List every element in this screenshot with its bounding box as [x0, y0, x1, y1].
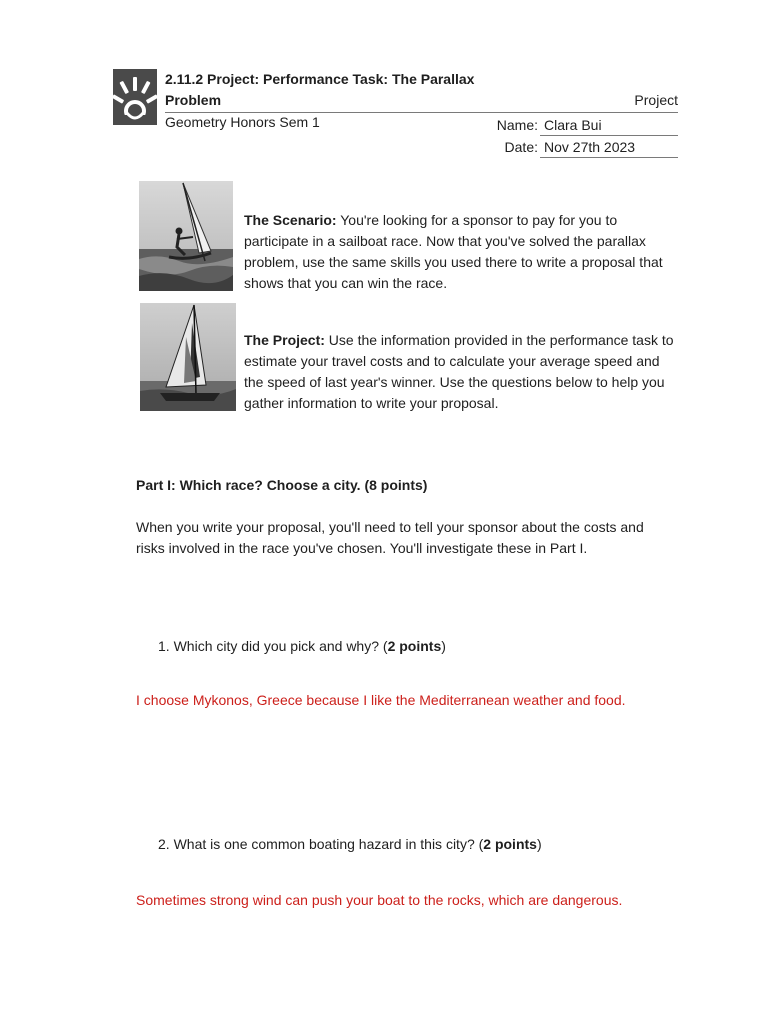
project-text: Use the information provided in the performance task to estimate your travel costs and to calculate your average speed and the speed of last year's winner. Use the questions below to help you gather information to write your proposal.: [244, 332, 674, 411]
date-label: Date:: [504, 139, 538, 155]
question-close: ): [536, 836, 542, 852]
part1-description: When you write your proposal, you'll need to tell your sponsor about the costs and risks involved in the race you've chosen. You'll investigate these in Part I.: [136, 519, 644, 556]
document-title: 2.11.2 Project: Performance Task: The Parallax Problem: [165, 71, 475, 108]
name-label: Name:: [496, 117, 538, 133]
sailboat-photo: [140, 303, 236, 411]
question-number: 2.: [158, 836, 170, 852]
scenario-text: You're looking for a sponsor to pay for you to participate in a sailboat race. Now that you've solved the parallax problem, use the same skills you used there to write a proposal that shows that you can win the race.: [244, 212, 663, 291]
question-points: 2 points: [483, 836, 537, 852]
course-name: Geometry Honors Sem 1: [165, 114, 320, 130]
answer-2: Sometimes strong wind can push your boat to the rocks, which are dangerous.: [136, 892, 623, 908]
question-text: Which city did you pick and why? (: [169, 638, 388, 654]
question-1: [158, 636, 658, 657]
project-label: The Project:: [244, 332, 325, 348]
windsurfer-photo: [139, 181, 233, 291]
question-close: ): [441, 638, 446, 654]
document-type-label: Project: [634, 92, 678, 108]
scenario-paragraph: [244, 210, 680, 294]
question-points: 2 points: [387, 638, 442, 654]
answer-1: I choose Mykonos, Greece because I like the Mediterranean weather and food.: [136, 692, 626, 708]
scenario-label: The Scenario:: [244, 212, 337, 228]
question-number: 1.: [158, 638, 170, 654]
date-field[interactable]: Nov 27th 2023: [540, 137, 678, 158]
question-text: What is one common boating hazard in this city? (: [169, 836, 484, 852]
part1-heading: Part I: Which race? Choose a city. (8 points): [136, 477, 428, 493]
question-2: [158, 834, 678, 855]
project-paragraph: [244, 330, 680, 414]
sunburst-logo-icon: [113, 69, 157, 125]
name-field[interactable]: Clara Bui: [540, 115, 678, 136]
